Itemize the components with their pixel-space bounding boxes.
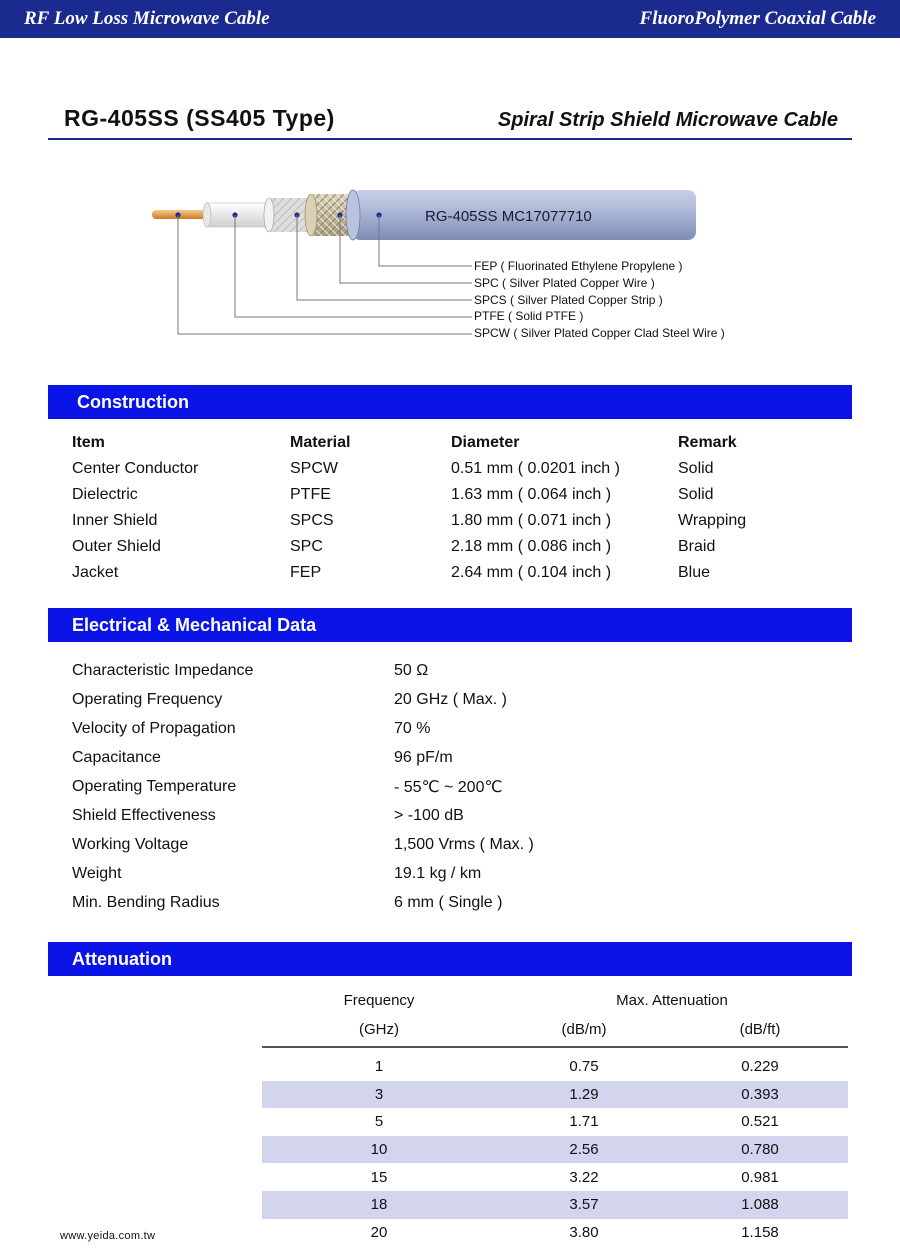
spec-row	[72, 685, 772, 714]
table-row	[262, 1081, 848, 1109]
footer-url: www.yeida.com.tw	[60, 1230, 156, 1242]
table-cell: 2.18 mm ( 0.086 inch )	[451, 538, 612, 555]
electrical-spec-list	[72, 656, 772, 917]
spec-value: > -100 dB	[394, 806, 464, 824]
table-cell: Braid	[678, 538, 716, 555]
spec-row	[72, 743, 772, 772]
attenuation-table	[262, 1053, 848, 1246]
table-cell: Jacket	[72, 564, 119, 581]
spec-row	[72, 714, 772, 743]
spec-label: Shield Effectiveness	[72, 806, 216, 824]
table-cell: 15	[370, 1168, 388, 1186]
table-cell: 1.71	[569, 1113, 599, 1131]
table-cell: PTFE	[290, 486, 331, 503]
product-subtitle: Spiral Strip Shield Microwave Cable	[497, 109, 838, 131]
spec-label: Characteristic Impedance	[72, 661, 254, 679]
spec-label: Capacitance	[72, 748, 161, 766]
spec-row	[72, 772, 772, 801]
table-cell: 2.56	[569, 1141, 599, 1159]
product-model: RG-405SS (SS405 Type)	[64, 105, 335, 131]
table-cell: 2.64 mm ( 0.104 inch )	[451, 564, 612, 581]
spec-label: Min. Bending Radius	[72, 893, 220, 911]
table-cell: Solid	[678, 460, 714, 477]
table-cell: 3.80	[569, 1223, 599, 1241]
header-right-title: FluoroPolymer Coaxial Cable	[639, 8, 876, 29]
table-cell: Dielectric	[72, 486, 138, 503]
table-row	[262, 1219, 848, 1247]
construction-table	[72, 430, 832, 586]
spec-row	[72, 859, 772, 888]
max-attenuation-header: Max. Attenuation	[616, 991, 728, 1009]
layer-callout-list	[474, 258, 725, 342]
table-cell: 0.521	[741, 1113, 779, 1131]
spec-value: 50 Ω	[394, 661, 429, 679]
spec-value: 1,500 Vrms ( Max. )	[394, 835, 534, 853]
column-header: Diameter	[451, 434, 520, 451]
table-cell: 18	[370, 1196, 388, 1214]
frequency-header: Frequency	[343, 991, 415, 1009]
header-bar	[0, 0, 900, 38]
table-row	[72, 534, 832, 560]
table-cell: 1.63 mm ( 0.064 inch )	[451, 486, 612, 503]
attenuation-header-rule	[262, 1046, 848, 1048]
electrical-section-title: Electrical & Mechanical Data	[48, 608, 852, 642]
unit-db-per-ft: (dB/ft)	[739, 1020, 781, 1038]
spec-label: Weight	[72, 864, 122, 882]
table-cell: 0.75	[569, 1058, 599, 1076]
table-cell: Center Conductor	[72, 460, 199, 477]
table-cell: 0.780	[741, 1141, 779, 1159]
table-cell: Outer Shield	[72, 538, 161, 555]
construction-section-title: Construction	[48, 385, 852, 419]
table-row	[262, 1136, 848, 1164]
table-row	[262, 1108, 848, 1136]
callout-dielectric: PTFE ( Solid PTFE )	[474, 309, 584, 324]
spec-value: - 55℃ ~ 200℃	[394, 778, 503, 796]
spec-value: 6 mm ( Single )	[394, 893, 503, 911]
table-cell: Blue	[678, 564, 711, 581]
unit-db-per-m: (dB/m)	[561, 1020, 607, 1038]
table-cell: 0.51 mm ( 0.0201 inch )	[451, 460, 620, 477]
attenuation-section-title: Attenuation	[48, 942, 852, 976]
spec-value: 19.1 kg / km	[394, 864, 482, 882]
table-cell: 1.088	[741, 1196, 779, 1214]
table-cell: 0.981	[741, 1168, 779, 1186]
table-cell: SPCW	[290, 460, 338, 477]
spec-value: 96 pF/m	[394, 748, 453, 766]
spec-label: Velocity of Propagation	[72, 719, 236, 737]
spec-label: Operating Frequency	[72, 690, 223, 708]
attenuation-table-header	[262, 986, 848, 1044]
spec-row	[72, 656, 772, 685]
spec-label: Operating Temperature	[72, 777, 237, 795]
table-row	[72, 508, 832, 534]
column-header: Remark	[678, 434, 737, 451]
spec-row	[72, 801, 772, 830]
jacket-print-text: RG-405SS MC17077710	[425, 208, 592, 225]
table-row	[72, 456, 832, 482]
table-cell: 1.158	[741, 1223, 779, 1241]
table-cell: 0.393	[741, 1085, 779, 1103]
table-cell: 0.229	[741, 1058, 779, 1076]
table-cell: 3	[374, 1085, 384, 1103]
table-cell: Solid	[678, 486, 714, 503]
table-cell: 20	[370, 1223, 388, 1241]
unit-ghz: (GHz)	[359, 1020, 399, 1038]
table-row	[262, 1053, 848, 1081]
construction-header-row	[72, 430, 832, 456]
header-left-title: RF Low Loss Microwave Cable	[24, 8, 270, 29]
column-header: Material	[290, 434, 351, 451]
callout-inner-shield: SPCS ( Silver Plated Copper Strip )	[474, 292, 663, 307]
table-cell: 3.22	[569, 1168, 599, 1186]
callout-center-conductor: SPCW ( Silver Plated Copper Clad Steel Wire )	[474, 326, 725, 341]
spec-row	[72, 830, 772, 859]
table-cell: 1.80 mm ( 0.071 inch )	[451, 512, 612, 529]
spec-value: 20 GHz ( Max. )	[394, 690, 507, 708]
table-cell: SPCS	[290, 512, 334, 529]
table-cell: 3.57	[569, 1196, 599, 1214]
column-header: Item	[72, 434, 105, 451]
table-cell: FEP	[290, 564, 322, 581]
table-cell: 1	[374, 1058, 384, 1076]
spec-label: Working Voltage	[72, 835, 189, 853]
table-cell: Inner Shield	[72, 512, 158, 529]
callout-outer-shield: SPC ( Silver Plated Copper Wire )	[474, 275, 655, 290]
product-title-row	[48, 100, 852, 140]
table-row	[72, 560, 832, 586]
table-cell: 10	[370, 1141, 388, 1159]
table-row	[262, 1191, 848, 1219]
callout-jacket: FEP ( Fluorinated Ethylene Propylene )	[474, 259, 683, 273]
spec-value: 70 %	[394, 719, 431, 737]
table-row	[72, 482, 832, 508]
table-cell: 1.29	[569, 1085, 599, 1103]
table-cell: 5	[374, 1113, 384, 1131]
table-cell: SPC	[290, 538, 323, 555]
table-row	[262, 1163, 848, 1191]
table-cell: Wrapping	[678, 512, 747, 529]
spec-row	[72, 888, 772, 917]
